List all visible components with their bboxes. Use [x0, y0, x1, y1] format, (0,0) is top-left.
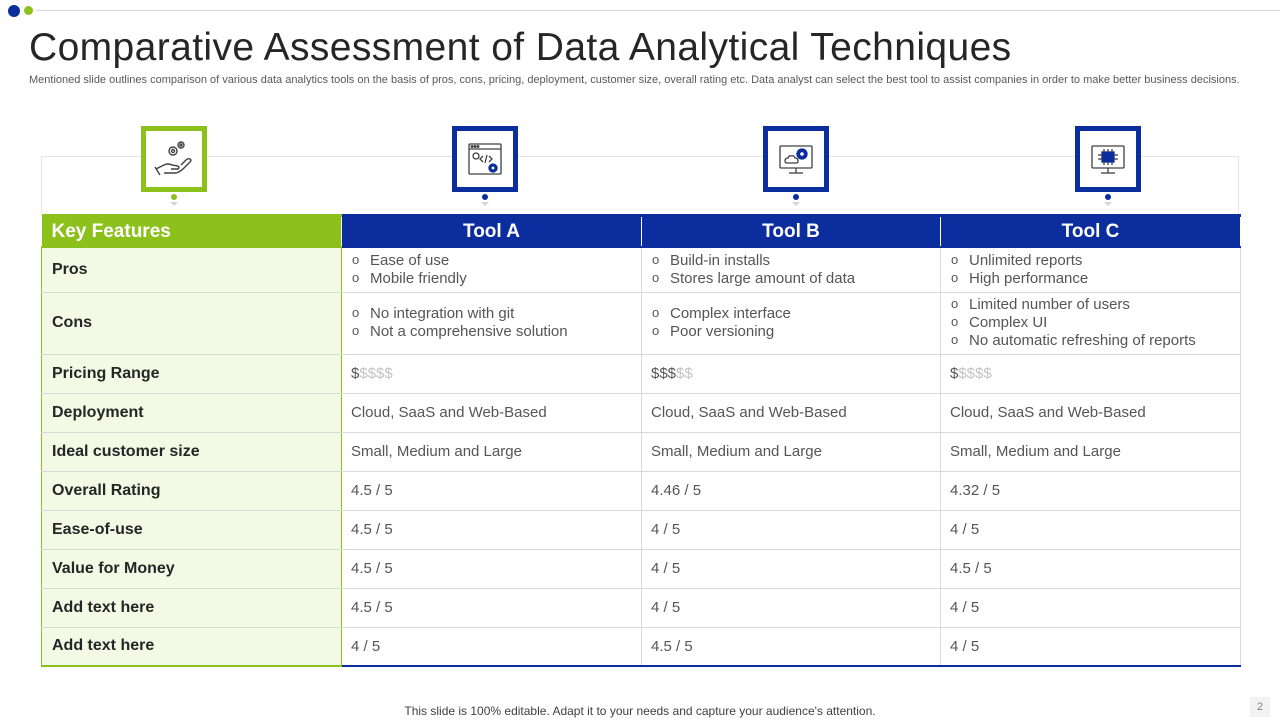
- price-empty: $$$$: [958, 365, 992, 382]
- cell-value-for-money-tool-a: 4.5 / 5: [342, 549, 642, 588]
- cell-customer-size-tool-a: Small, Medium and Large: [342, 432, 642, 471]
- list-item: o No automatic refreshing of reports: [950, 332, 1231, 350]
- monitor-chip-icon: [1075, 126, 1141, 192]
- row-label-add-text-1: Add text here: [42, 588, 342, 627]
- icon-marker-dot: [171, 194, 177, 200]
- cell-ease-of-use-tool-a: 4.5 / 5: [342, 510, 642, 549]
- table-row: [42, 471, 1241, 510]
- list-item: o Complex UI: [950, 314, 1231, 332]
- row-label-cons: Cons: [42, 292, 342, 354]
- row-label-overall-rating: Overall Rating: [42, 471, 342, 510]
- price-empty: $$: [676, 365, 693, 382]
- cell-overall-rating-tool-a: 4.5 / 5: [342, 471, 642, 510]
- cell-deployment-tool-a: Cloud, SaaS and Web-Based: [342, 393, 642, 432]
- decor-dot-green: [24, 6, 33, 15]
- cell-add-text-1-tool-b: 4 / 5: [642, 588, 941, 627]
- icon-header-box: [41, 156, 1239, 214]
- cell-pros-tool-b: [642, 247, 941, 292]
- row-label-value-for-money: Value for Money: [42, 549, 342, 588]
- icon-marker-dot: [1105, 194, 1111, 200]
- table-row: [42, 588, 1241, 627]
- price-empty: $$$$: [359, 365, 393, 382]
- table-row: [42, 627, 1241, 666]
- tool-c-icon-block: [1075, 126, 1141, 206]
- comparison-table: [41, 214, 1241, 667]
- top-rule: [36, 10, 1280, 11]
- cell-value-for-money-tool-c: 4.5 / 5: [941, 549, 1241, 588]
- cell-customer-size-tool-c: Small, Medium and Large: [941, 432, 1241, 471]
- table-header-row: [42, 216, 1241, 248]
- list-item: o Build-in installs: [651, 252, 931, 270]
- price-filled: $: [351, 365, 360, 382]
- cell-ease-of-use-tool-c: 4 / 5: [941, 510, 1241, 549]
- browser-code-gear-icon: [452, 126, 518, 192]
- table-row: [42, 354, 1241, 393]
- cell-deployment-tool-c: Cloud, SaaS and Web-Based: [941, 393, 1241, 432]
- cell-add-text-2-tool-b: 4.5 / 5: [642, 627, 941, 666]
- list-item: o Limited number of users: [950, 296, 1231, 314]
- list-item: o Not a comprehensive solution: [351, 323, 632, 341]
- tool-a-icon-block: [452, 126, 518, 206]
- cell-add-text-2-tool-c: 4 / 5: [941, 627, 1241, 666]
- key-features-icon-block: [141, 126, 207, 206]
- list-item: o Poor versioning: [651, 323, 931, 341]
- list-item: o Complex interface: [651, 305, 931, 323]
- row-label-ease-of-use: Ease-of-use: [42, 510, 342, 549]
- cell-pros-tool-c: [941, 247, 1241, 292]
- row-label-deployment: Deployment: [42, 393, 342, 432]
- table-row: [42, 247, 1241, 292]
- row-label-pricing: Pricing Range: [42, 354, 342, 393]
- table-row: [42, 292, 1241, 354]
- table-row: [42, 393, 1241, 432]
- price-filled: $: [950, 365, 959, 382]
- icon-marker-caret: [1104, 202, 1112, 206]
- cell-add-text-1-tool-a: 4.5 / 5: [342, 588, 642, 627]
- row-label-add-text-2: Add text here: [42, 627, 342, 666]
- cell-cons-tool-a: [342, 292, 642, 354]
- list-item: o High performance: [950, 270, 1231, 288]
- icon-marker-dot: [793, 194, 799, 200]
- cell-add-text-1-tool-c: 4 / 5: [941, 588, 1241, 627]
- cell-overall-rating-tool-c: 4.32 / 5: [941, 471, 1241, 510]
- monitor-cloud-gear-icon: [763, 126, 829, 192]
- row-label-pros: Pros: [42, 247, 342, 292]
- cell-add-text-2-tool-a: 4 / 5: [342, 627, 642, 666]
- table-row: [42, 432, 1241, 471]
- header-tool-b: Tool B: [642, 216, 941, 248]
- page-subtitle: Mentioned slide outlines comparison of various data analytics tools on the basis of pros, cons, pricing, deployment, customer size, overall rating etc. Data analyst can select the best tool to assist companies in order to make better business decisions.: [29, 74, 1240, 86]
- cell-overall-rating-tool-b: 4.46 / 5: [642, 471, 941, 510]
- hand-gears-icon: [141, 126, 207, 192]
- table-row: [42, 549, 1241, 588]
- cell-value-for-money-tool-b: 4 / 5: [642, 549, 941, 588]
- header-key-features: Key Features: [42, 216, 342, 248]
- decor-dot-blue: [8, 5, 20, 17]
- row-label-customer-size: Ideal customer size: [42, 432, 342, 471]
- cell-cons-tool-c: [941, 292, 1241, 354]
- cell-pricing-tool-a: [342, 354, 642, 393]
- cell-pros-tool-a: [342, 247, 642, 292]
- cell-pricing-tool-c: [941, 354, 1241, 393]
- icon-marker-caret: [170, 202, 178, 206]
- list-item: o Stores large amount of data: [651, 270, 931, 288]
- list-item: o No integration with git: [351, 305, 632, 323]
- cell-cons-tool-b: [642, 292, 941, 354]
- header-tool-c: Tool C: [941, 216, 1241, 248]
- list-item: o Ease of use: [351, 252, 632, 270]
- table-row: [42, 510, 1241, 549]
- cell-deployment-tool-b: Cloud, SaaS and Web-Based: [642, 393, 941, 432]
- footer-note: This slide is 100% editable. Adapt it to your needs and capture your audience's attention.: [404, 704, 876, 718]
- tool-b-icon-block: [763, 126, 829, 206]
- header-tool-a: Tool A: [342, 216, 642, 248]
- icon-marker-caret: [792, 202, 800, 206]
- page-number: 2: [1250, 697, 1270, 717]
- cell-ease-of-use-tool-b: 4 / 5: [642, 510, 941, 549]
- list-item: o Unlimited reports: [950, 252, 1231, 270]
- page-title: Comparative Assessment of Data Analytical Techniques: [29, 26, 1012, 69]
- icon-marker-caret: [481, 202, 489, 206]
- list-item: o Mobile friendly: [351, 270, 632, 288]
- icon-marker-dot: [482, 194, 488, 200]
- cell-pricing-tool-b: [642, 354, 941, 393]
- price-filled: $$$: [651, 365, 677, 382]
- cell-customer-size-tool-b: Small, Medium and Large: [642, 432, 941, 471]
